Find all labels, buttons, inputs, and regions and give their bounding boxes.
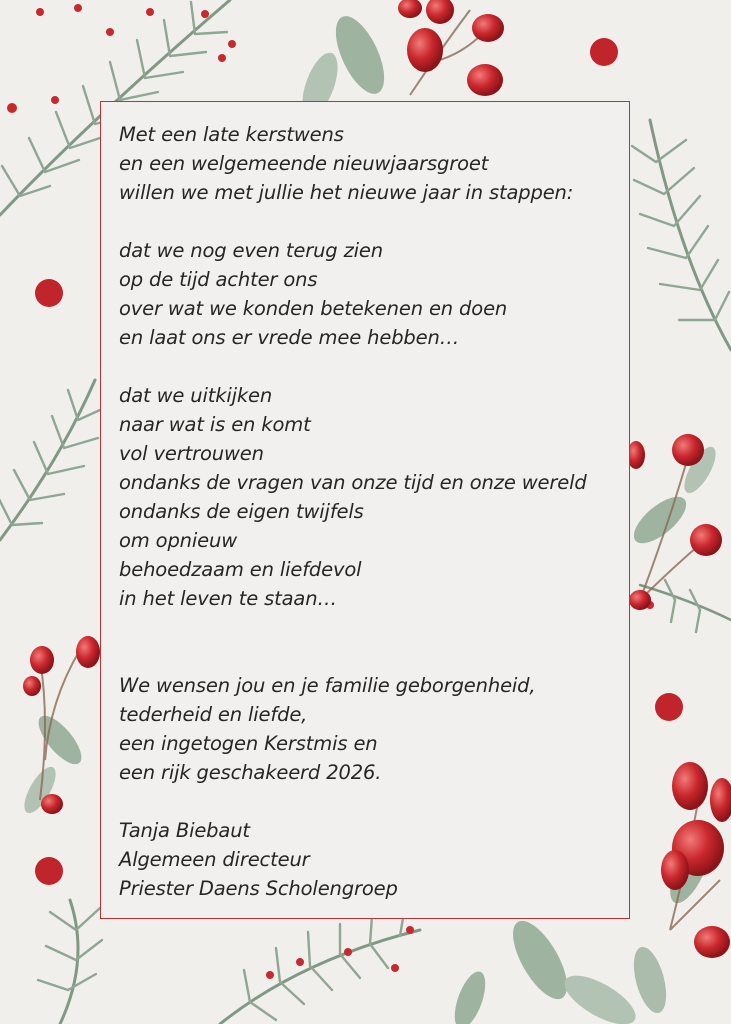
paragraph-wishes [119, 671, 629, 787]
signature-name: Tanja Biebaut [119, 819, 250, 842]
signature-organization: Priester Daens Scholengroep [119, 877, 398, 900]
poem-line: een ingetogen Kerstmis en [119, 732, 378, 755]
poem-line: over wat we konden betekenen en doen [119, 297, 508, 320]
signature [119, 816, 629, 903]
poem-line: naar wat is en komt [119, 413, 311, 436]
poem-line: ondanks de vragen van onze tijd en onze wereld [119, 471, 587, 494]
paragraph-intro [119, 120, 629, 207]
poem-line: ondanks de eigen twijfels [119, 500, 364, 523]
poem-line: Met een late kerstwens [119, 123, 344, 146]
poem-line: op de tijd achter ons [119, 268, 318, 291]
poem-line: vol vertrouwen [119, 442, 264, 465]
paragraph-look-back [119, 236, 629, 352]
poem-line: een rijk geschakeerd 2026. [119, 761, 382, 784]
poem-line: en een welgemeende nieuwjaarsgroet [119, 152, 489, 175]
signature-role: Algemeen directeur [119, 848, 310, 871]
poem-line: tederheid en liefde, [119, 703, 308, 726]
poem-line: in het leven te staan… [119, 587, 337, 610]
poem-text [119, 120, 629, 903]
poem-line: willen we met jullie het nieuwe jaar in stappen: [119, 181, 574, 204]
poem-line: om opnieuw [119, 529, 238, 552]
poem-line: dat we uitkijken [119, 384, 273, 407]
poem-line: behoedzaam en liefdevol [119, 558, 362, 581]
poem-line: en laat ons er vrede mee hebben… [119, 326, 460, 349]
poem-line: We wensen jou en je familie geborgenheid, [119, 674, 536, 697]
greeting-card [100, 101, 630, 919]
poem-line: dat we nog even terug zien [119, 239, 383, 262]
paragraph-look-ahead [119, 381, 629, 613]
